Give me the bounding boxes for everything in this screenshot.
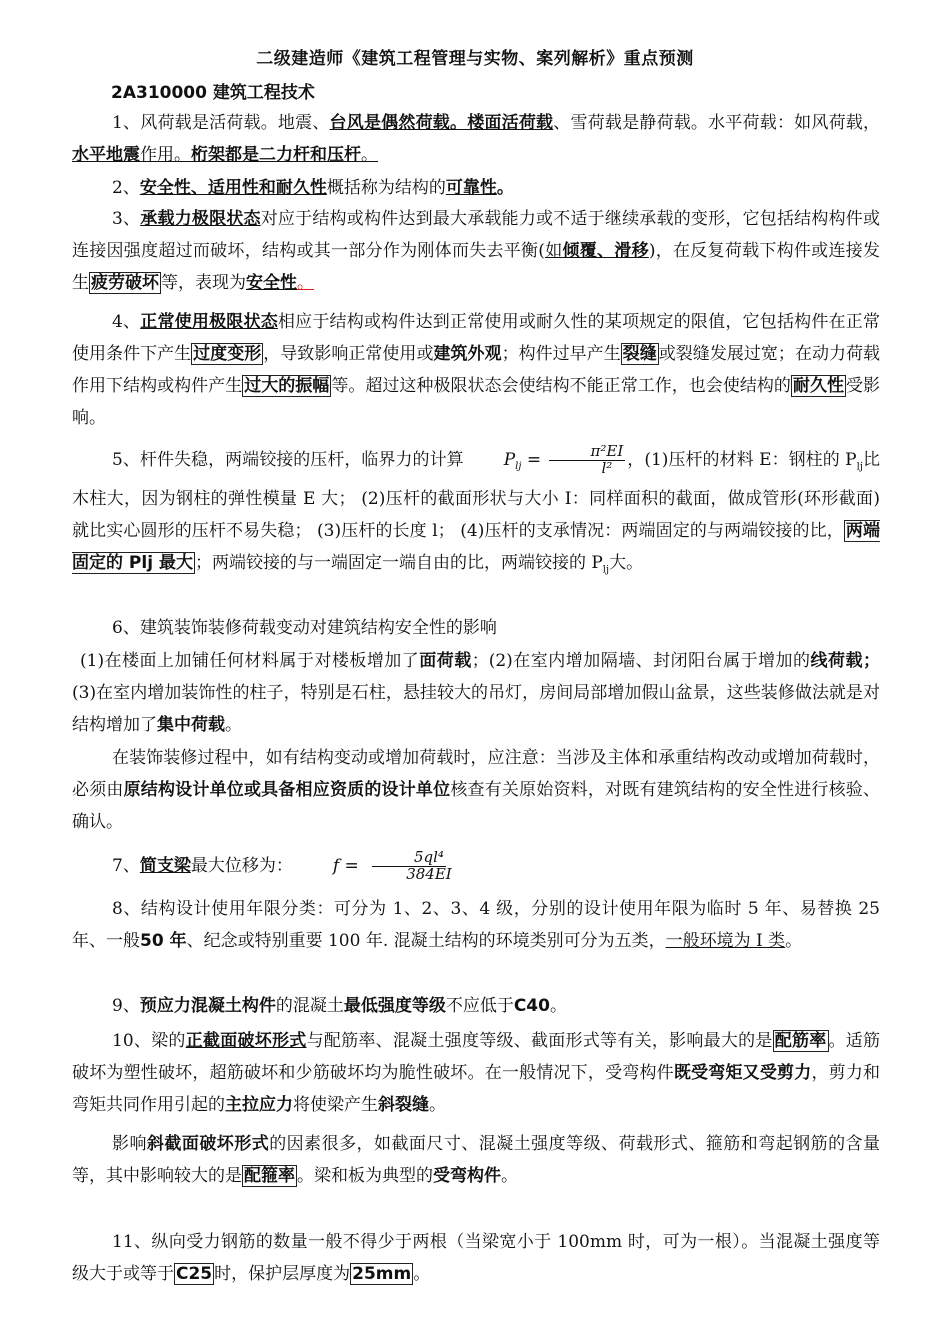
emphasis: 主拉应力 (225, 1095, 293, 1115)
emphasis: 预应力混凝土构件 (139, 996, 276, 1016)
text: 。 (496, 178, 514, 198)
emphasis: 斜截面破坏形式 (146, 1134, 270, 1154)
text: 9、 (112, 996, 140, 1016)
emphasis: 斜裂缝 (378, 1095, 429, 1115)
text: ，剪力和弯矩共同作用引起的 (72, 1063, 881, 1115)
formula-subscript: lj (515, 461, 522, 473)
paragraph-13 (72, 1128, 880, 1192)
critical-force-formula: $P_{lj}$ = $\frac{\text{π²EI}}{\text{l²}}$ (503, 442, 624, 477)
text: 8、结构设计使用年限分类：可分为 1、2、3、4 级，分别的设计使用年限为临时 5 年、易替换 25 年、一般 (72, 899, 880, 951)
paragraph-12 (72, 1025, 880, 1121)
text: 。梁和板为典型的 (297, 1166, 433, 1186)
formula-denominator: 384EI (406, 865, 452, 883)
boxed-term: 25mm (352, 1264, 412, 1284)
emphasis: 面荷载 (419, 651, 472, 671)
paragraph-5 (72, 444, 880, 587)
emphasis: 原结构设计单位或具备相应资质的设计单位 (123, 780, 451, 800)
text: 等，表现为 (161, 273, 246, 293)
text: 影响 (112, 1134, 147, 1154)
boxed-term: 配筋率 (774, 1031, 827, 1051)
text: 10、梁的 (112, 1031, 186, 1051)
formula-numerator: 5ql⁴ (372, 850, 446, 867)
emphasis: 建筑外观 (433, 344, 502, 364)
emphasis: 正常使用极限状态 (140, 312, 278, 332)
text: 2、 (112, 178, 140, 198)
text: 核查有关原始资料，对既有建筑结构的安全性进行核验、确认。 (72, 780, 881, 832)
boxed-term: 过度变形 (193, 344, 262, 364)
formula-denominator: l² (601, 459, 613, 477)
text: 。 (413, 1264, 431, 1284)
emphasis: 安全性、适用性和耐久性 (139, 178, 327, 198)
emphasis: 简支梁 (139, 856, 191, 876)
text: 3、 (112, 209, 141, 229)
text: 在装饰装修过程中，如有结构变动或增加荷载时，应注意：当涉及主体和承重结构改动或增加荷载时，必须由 (72, 748, 880, 800)
text: 时，保护层厚度为 (214, 1264, 351, 1284)
paragraph-4 (72, 306, 880, 434)
paragraph-7 (72, 645, 880, 741)
text: 如 (544, 241, 563, 261)
section-heading: 2A310000 建筑工程技术 (111, 83, 315, 103)
emphasis: 台风是偶然荷载。楼面活荷载 (329, 113, 554, 133)
emphasis: 安全性 (246, 273, 297, 293)
emphasis: 倾覆、滑移 (562, 241, 649, 261)
text: 6、建筑装饰装修荷载变动对建筑结构安全性的影响 (112, 618, 497, 638)
text: 1、风荷载是活荷载。地震、 (112, 113, 330, 133)
boxed-term: C25 (176, 1264, 213, 1284)
document-title: 二级建造师《建筑工程管理与实物、案列解析》重点预测 (256, 49, 694, 69)
text: (3)在室内增加装饰性的柱子，特别是石柱，悬挂较大的吊灯，房间局部增加假山盆景，这些装修做法就是对结构增加了 (72, 683, 880, 735)
text: 比木柱大，因为钢柱的弹性模量 E 大； (2)压杆的截面形状与大小 I：同样面积的截面，做成管形(环形截面)就比实心圆形的压杆不易失稳； (3)压杆的长度 l； (4)压杆的支承情况：两端固定的与两端铰接的比， (72, 450, 880, 542)
text: 或裂缝发展过宽；在动力荷载作用下结构或构件产生 (72, 344, 881, 396)
emphasis: 线荷载； (810, 651, 880, 671)
text: 的因素很多，如截面尺寸、混凝土强度等级、荷载形式、箍筋和弯起钢筋的含量等，其中影响较大的是 (72, 1134, 881, 1186)
text: 4、 (112, 312, 141, 332)
text: 不应低于 (445, 996, 514, 1016)
subscript: lj (602, 564, 610, 576)
formula-lhs: P (503, 450, 516, 470)
text: 受影响。 (72, 376, 881, 428)
text: )，在反复荷载下构件或连接发生 (72, 241, 880, 293)
paragraph-6 (72, 612, 880, 644)
text: 相应于结构或构件达到正常使用或耐久性的某项规定的限值，它包括构件在正常使用条件下产生 (72, 312, 880, 364)
text: 5、杆件失稳，两端铰接的压杆，临界力的计算 (112, 450, 464, 470)
text: 7、 (112, 856, 140, 876)
text: 。适筋破坏为塑性破坏，超筋破坏和少筋破坏均为脆性破坏。在一般情况下，受弯构件 (72, 1031, 881, 1083)
paragraph-3 (72, 203, 880, 299)
emphasis: 桁架都是二力杆和压杆 (191, 145, 361, 165)
emphasis: 受弯构件 (433, 1166, 501, 1186)
text: 作用。 (140, 145, 191, 165)
boxed-term: 配箍率 (244, 1166, 295, 1186)
text: 、纪念或特别重要 100 年. 混凝土结构的环境类别可分为五类， (186, 931, 666, 951)
text: 。 (785, 931, 803, 951)
text: ；(2)在室内增加隔墙、封闭阳台属于增加的 (471, 651, 811, 671)
paragraph-10 (72, 893, 880, 957)
emphasis: 水平地震 (72, 145, 140, 165)
emphasis: C40 (513, 996, 550, 1016)
paragraph-8 (72, 742, 880, 838)
paragraph-14 (72, 1226, 880, 1290)
text: (1)在楼面上加铺任何材料属于对楼板增加了 (80, 651, 420, 671)
text: 等。超过这种极限状态会使结构不能正常工作，也会使结构的 (331, 376, 791, 396)
emphasis: 承载力极限状态 (140, 209, 261, 229)
text: 11、纵向受力钢筋的数量一般不得少于两根（当梁宽小于 100mm 时，可为一根）。当混凝土强度等级大于或等于 (72, 1232, 880, 1284)
emphasis: 集中荷载 (157, 715, 225, 735)
boxed-term: 疲劳破坏 (91, 273, 159, 293)
text: 。 (429, 1095, 446, 1115)
text: 。 (501, 1166, 518, 1186)
boxed-term: 过大的振幅 (244, 376, 330, 396)
text: 的混凝土 (275, 996, 344, 1016)
text: 最大位移为： (190, 856, 293, 876)
emphasis: 最低强度等级 (343, 996, 446, 1016)
boxed-term: 耐久性 (792, 376, 844, 396)
emphasis: 可靠性 (445, 178, 497, 198)
text: 对应于结构或构件达到最大承载能力或不适于继续承载的变形，它包括结构构件或连接因强度超过而破坏，结构或其一部分作为刚体而失去平衡( (72, 209, 880, 261)
text: ；构件过早产生 (501, 344, 621, 364)
text: 将使梁产生 (293, 1095, 378, 1115)
text: 。 (549, 996, 567, 1016)
formula-lhs: f (332, 856, 340, 876)
text: 。 (361, 145, 378, 165)
paragraph-2 (72, 172, 880, 204)
emphasis: 正截面破坏形式 (185, 1031, 307, 1051)
formula-numerator: π²EI (549, 444, 626, 461)
text: ，(1)压杆的材料 E：钢柱的 P (627, 450, 857, 470)
paragraph-1 (72, 107, 880, 171)
emphasis: 既受弯矩又受剪力 (673, 1063, 812, 1083)
text: ，导致影响正常使用或 (263, 344, 434, 364)
paragraph-9 (72, 850, 880, 883)
deflection-formula: f = $\frac{\text{5ql⁴}}{384EI}$ (332, 848, 452, 883)
text: 概括称为结构的 (326, 178, 446, 198)
text: 大。 (609, 553, 644, 574)
paragraph-11 (72, 990, 880, 1022)
boxed-term: 裂缝 (622, 344, 657, 364)
boxed-term: 两端固定的 Plj 最大 (72, 521, 881, 574)
text: 。 (297, 273, 314, 293)
text: 、雪荷载是静荷载。水平荷载：如风荷载， (553, 113, 881, 133)
underlined-text: 一般环境为 I 类 (665, 931, 786, 951)
subscript: lj (856, 461, 863, 473)
text: ；两端铰接的与一端固定一端自由的比，两端铰接的 P (194, 553, 603, 574)
text: 与配筋率、混凝土强度等级、截面形式等有关，影响最大的是 (306, 1031, 773, 1051)
text: 。 (225, 715, 242, 735)
emphasis: 50 年 (140, 931, 187, 951)
